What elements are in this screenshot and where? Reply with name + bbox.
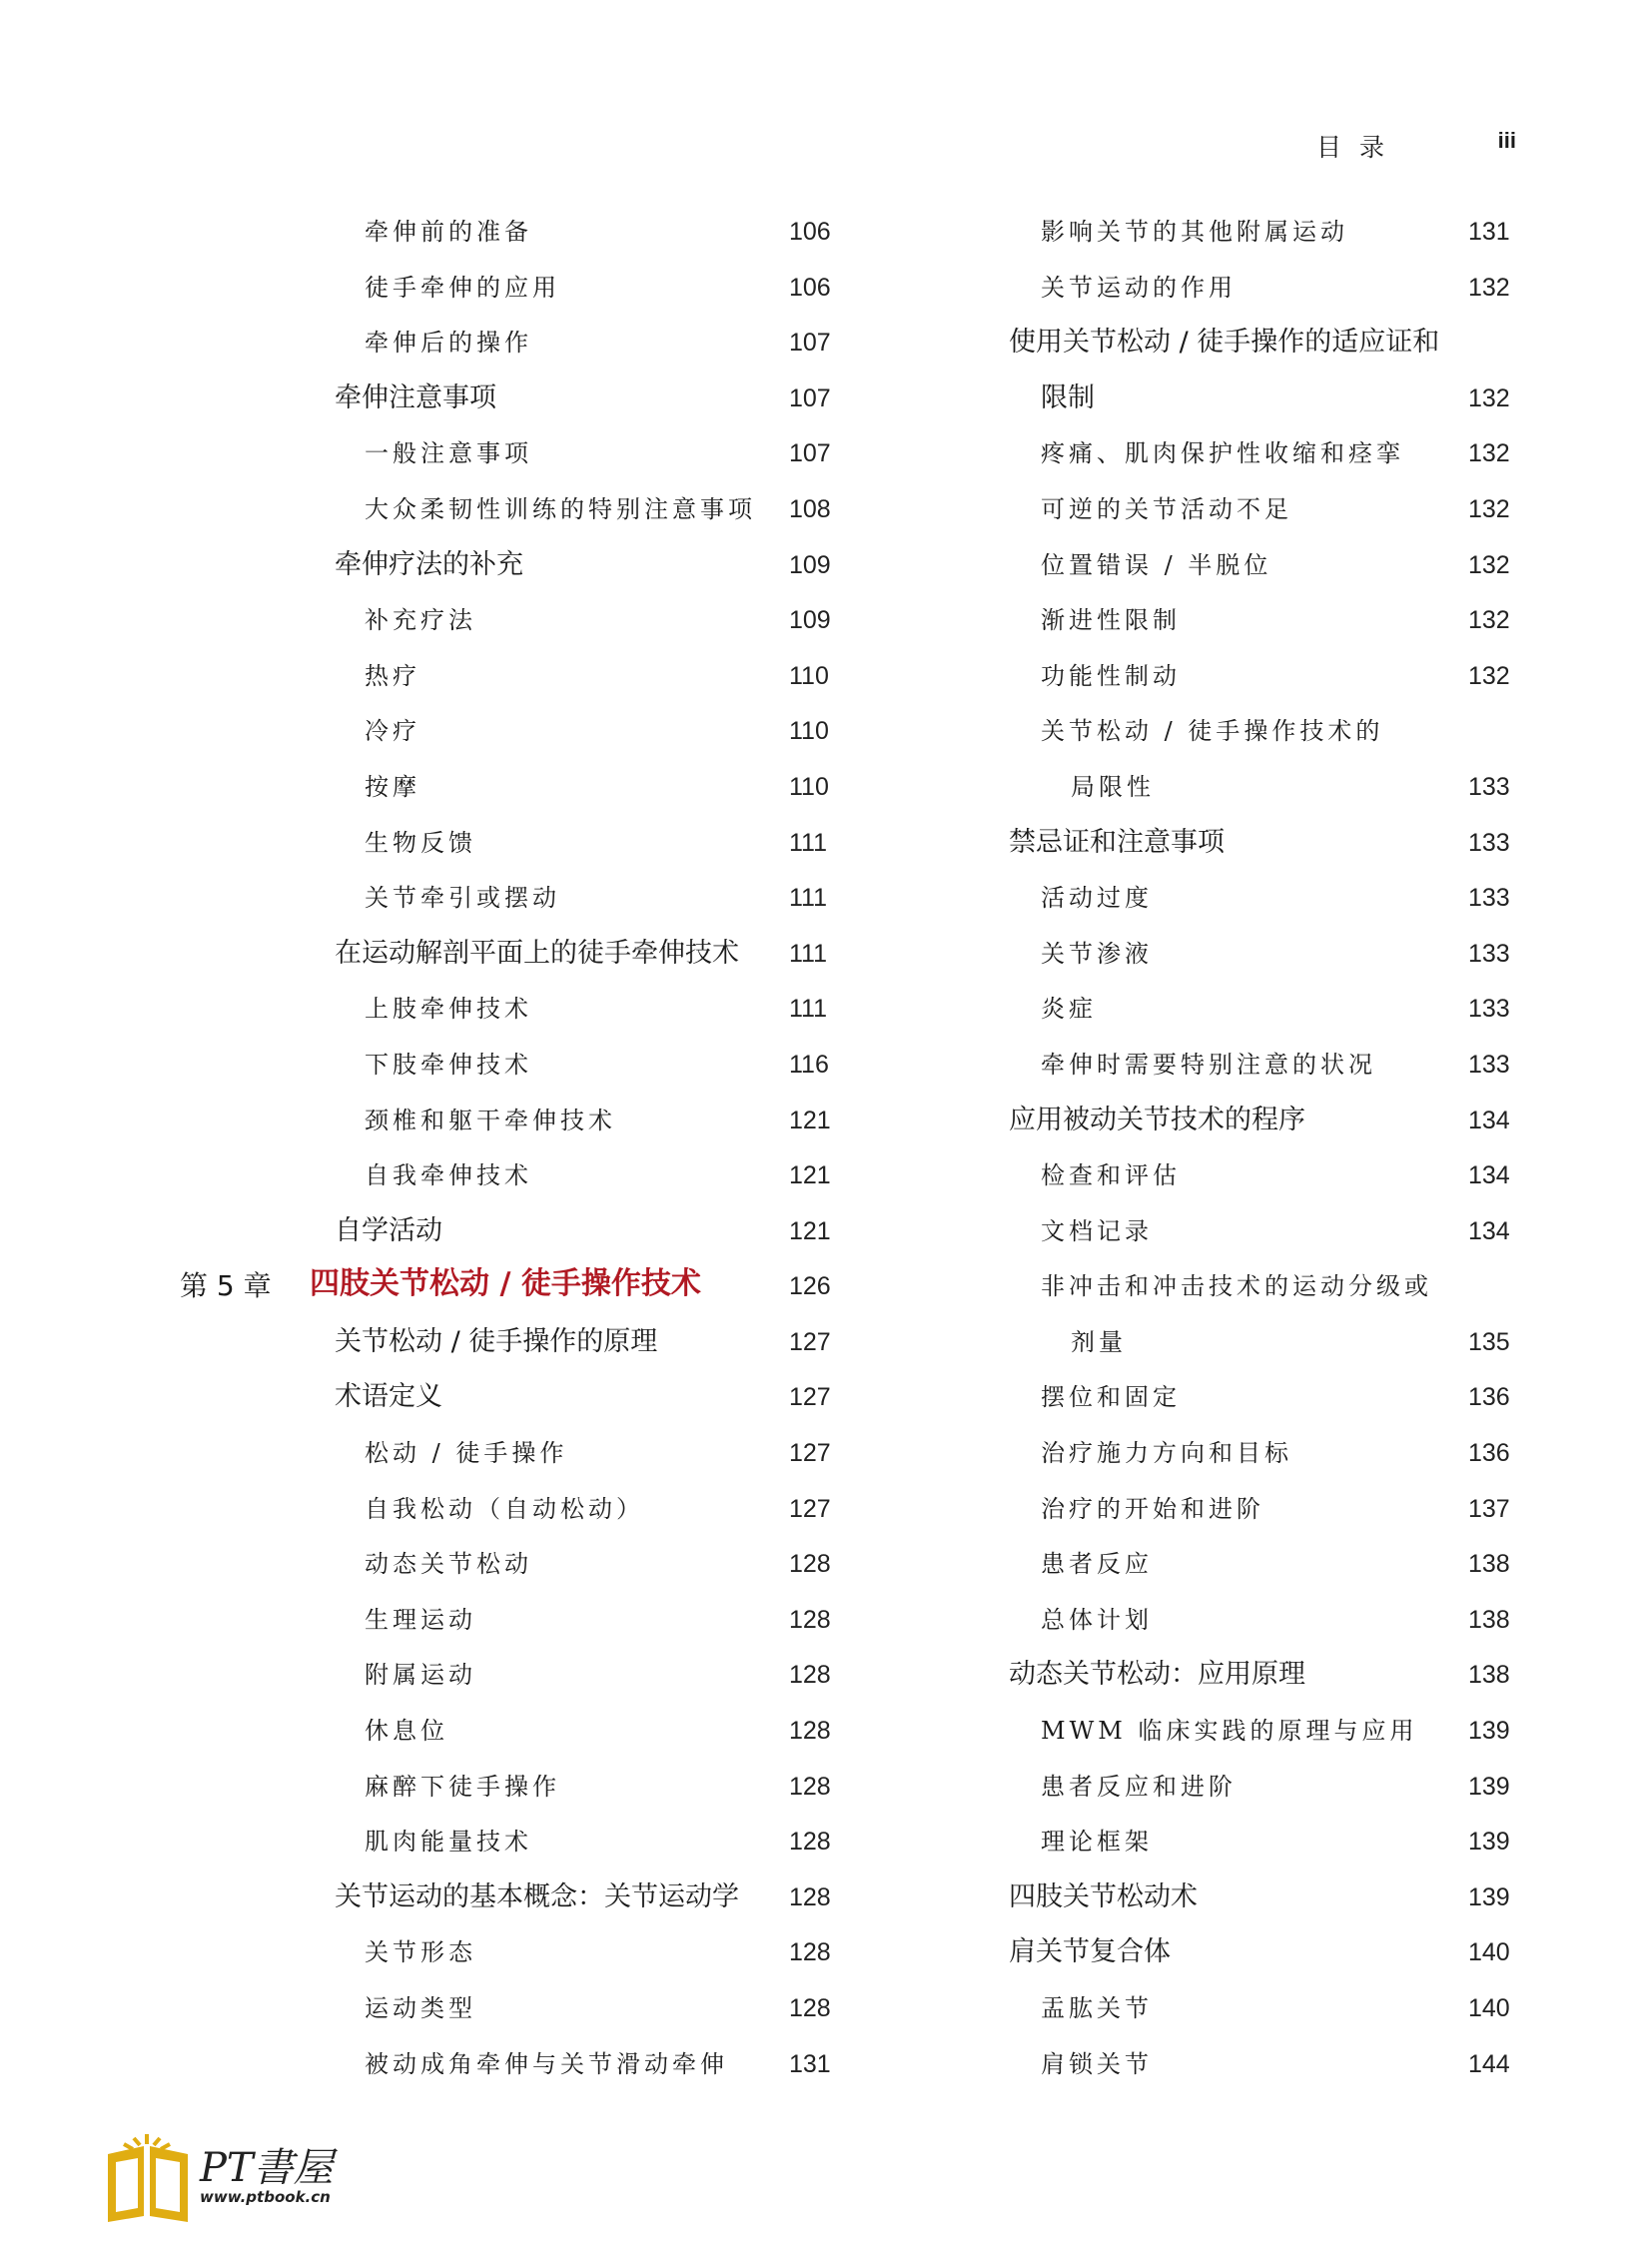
toc-entry-page: 110 (789, 661, 829, 690)
toc-entry-title: 术语定义 (335, 1381, 442, 1413)
toc-entry[interactable] (1009, 983, 1518, 1039)
toc-entry[interactable] (1009, 539, 1518, 595)
toc-entry-page: 127 (789, 1494, 831, 1523)
toc-entry-title: 关节运动的作用 (1041, 273, 1237, 302)
toc-entry-title: 渐进性限制 (1041, 606, 1181, 635)
toc-entry-page: 110 (789, 717, 829, 746)
toc-entry-page: 109 (789, 550, 831, 579)
toc-entry-page: 107 (789, 383, 831, 412)
toc-entry-title: 四肢关节松动术 (1009, 1880, 1198, 1912)
toc-entry-page: 133 (1468, 939, 1510, 968)
toc-entry-page: 116 (789, 1050, 829, 1079)
toc-entry[interactable] (1009, 1260, 1518, 1316)
toc-entry[interactable] (1009, 705, 1518, 761)
toc-entry-page: 138 (1468, 1550, 1510, 1579)
toc-entry-page: 128 (789, 1661, 831, 1690)
toc-entry[interactable] (1009, 872, 1518, 928)
toc-entry[interactable] (180, 817, 839, 873)
toc-entry[interactable] (180, 262, 839, 318)
toc-entry-title: 活动过度 (1041, 884, 1153, 913)
toc-entry-page: 128 (789, 1828, 831, 1857)
toc-entry-page: 132 (1468, 606, 1510, 635)
toc-entry-page: 128 (789, 1882, 831, 1911)
toc-entry-title: 治疗的开始和进阶 (1041, 1494, 1264, 1523)
toc-left-column (180, 206, 839, 2093)
toc-entry[interactable] (180, 1149, 839, 1205)
toc-entry-title: 剂量 (1071, 1327, 1127, 1356)
toc-entry-title: 按摩 (365, 772, 420, 801)
toc-entry-title: 生理运动 (365, 1605, 476, 1634)
toc-entry-title: 局限性 (1071, 772, 1155, 801)
toc-entry[interactable] (180, 373, 839, 428)
toc-entry-title: 动态关节松动：应用原理 (1009, 1659, 1305, 1691)
toc-entry[interactable] (180, 1705, 839, 1761)
toc-entry-title: 关节松动 / 徒手操作的原理 (335, 1325, 658, 1357)
toc-entry-page: 139 (1468, 1882, 1510, 1911)
toc-entry-title: 被动成角牵伸与关节滑动牵伸 (365, 2049, 728, 2078)
toc-entry[interactable] (180, 1260, 839, 1316)
toc-entry[interactable] (1009, 1816, 1518, 1871)
toc-entry-title: 摆位和固定 (1041, 1383, 1181, 1412)
toc-entry-page: 107 (789, 439, 831, 468)
toc-entry[interactable] (180, 317, 839, 373)
toc-entry-title: 动态关节松动 (365, 1550, 532, 1579)
toc-entry[interactable] (1009, 594, 1518, 650)
toc-entry-title: 肌肉能量技术 (365, 1828, 532, 1857)
toc-entry[interactable] (1009, 1095, 1518, 1150)
toc-entry-page: 140 (1468, 1994, 1510, 2022)
toc-entry-page: 139 (1468, 1828, 1510, 1857)
toc-entry[interactable] (1009, 1761, 1518, 1817)
toc-entry-page: 126 (789, 1272, 831, 1301)
toc-entry-page: 132 (1468, 661, 1510, 690)
toc-entry-title: 检查和评估 (1041, 1161, 1181, 1190)
toc-entry-title: 徒手牵伸的应用 (365, 273, 560, 302)
logo-text: PT書屋 (200, 2145, 334, 2191)
toc-entry-page: 106 (789, 218, 831, 246)
toc-entry-page: 134 (1468, 1161, 1510, 1190)
toc-entry[interactable] (1009, 928, 1518, 984)
toc-entry-page: 131 (789, 2049, 831, 2078)
toc-entry-title: 一般注意事项 (365, 439, 532, 468)
toc-entry[interactable] (1009, 1649, 1518, 1705)
toc-entry-page: 109 (789, 606, 831, 635)
header-title: 目录 (1316, 133, 1403, 162)
toc-entry-title: 禁忌证和注意事项 (1009, 826, 1225, 858)
running-header (1316, 128, 1516, 164)
toc-entry-page: 134 (1468, 1216, 1510, 1245)
toc-entry-title: 理论框架 (1041, 1828, 1153, 1857)
toc-entry-page: 132 (1468, 439, 1510, 468)
toc-entry[interactable] (180, 1926, 839, 1982)
toc-entry-page: 133 (1468, 828, 1510, 857)
toc-entry[interactable] (180, 1316, 839, 1372)
toc-entry-page: 131 (1468, 218, 1510, 246)
toc-entry-page: 128 (789, 1550, 831, 1579)
toc-entry-page: 121 (789, 1216, 831, 1245)
toc-entry[interactable] (1009, 817, 1518, 873)
toc-entry-title: 关节牵引或摆动 (365, 884, 560, 913)
toc-entry-page: 121 (789, 1106, 831, 1134)
toc-entry[interactable] (1009, 1316, 1518, 1372)
toc-entry-page: 111 (789, 828, 828, 857)
toc-right-column (1009, 206, 1518, 2093)
toc-entry-title: 患者反应 (1041, 1550, 1153, 1579)
toc-entry-title: 疼痛、肌肉保护性收缩和痉挛 (1041, 439, 1404, 468)
toc-entry-page: 133 (1468, 1050, 1510, 1079)
toc-entry-page: 138 (1468, 1605, 1510, 1634)
toc-entry[interactable] (180, 539, 839, 595)
toc-entry-title: 牵伸前的准备 (365, 218, 532, 246)
toc-entry[interactable] (1009, 427, 1518, 483)
toc-entry-page: 133 (1468, 772, 1510, 801)
toc-entry-page: 128 (789, 1772, 831, 1801)
toc-entry-title: 关节形态 (365, 1938, 476, 1967)
toc-entry-page: 107 (789, 329, 831, 358)
chapter-title: 四肢关节松动 / 徒手操作技术 (310, 1266, 701, 1302)
toc-entry-page: 133 (1468, 884, 1510, 913)
toc-entry[interactable] (1009, 761, 1518, 817)
toc-entry-title: 总体计划 (1041, 1605, 1153, 1634)
toc-entry[interactable] (180, 928, 839, 984)
toc-entry-title: 大众柔韧性训练的特别注意事项 (365, 494, 756, 523)
toc-entry-title: 麻醉下徒手操作 (365, 1772, 560, 1801)
toc-entry[interactable] (1009, 206, 1518, 262)
toc-entry[interactable] (1009, 1039, 1518, 1095)
toc-entry-title: 功能性制动 (1041, 661, 1181, 690)
toc-entry-title: 牵伸后的操作 (365, 329, 532, 358)
toc-entry[interactable] (1009, 1205, 1518, 1261)
toc-entry-title: 牵伸疗法的补充 (335, 548, 523, 580)
toc-entry-title: 关节渗液 (1041, 939, 1153, 968)
toc-entry-title: 补充疗法 (365, 606, 476, 635)
toc-entry-title: 下肢牵伸技术 (365, 1050, 532, 1079)
toc-entry-title: 热疗 (365, 661, 420, 690)
toc-entry-title: 位置错误 / 半脱位 (1041, 550, 1272, 579)
logo-url: www.ptbook.cn (200, 2188, 331, 2206)
toc-entry-title: 盂肱关节 (1041, 1994, 1153, 2022)
toc-entry-page: 128 (789, 1938, 831, 1967)
toc-entry-title: 运动类型 (365, 1994, 476, 2022)
toc-entry[interactable] (180, 1095, 839, 1150)
toc-entry[interactable] (180, 1538, 839, 1594)
toc-entry-title: 应用被动关节技术的程序 (1009, 1104, 1305, 1135)
chapter-number: 第 5 章 (180, 1269, 272, 1303)
toc-entry[interactable] (1009, 1926, 1518, 1982)
header-page-number: iii (1497, 128, 1516, 153)
toc-entry-title: 颈椎和躯干牵伸技术 (365, 1106, 616, 1134)
toc-entry-title: 关节运动的基本概念：关节运动学 (335, 1880, 739, 1912)
toc-entry[interactable] (1009, 1594, 1518, 1650)
toc-entry[interactable] (180, 2038, 839, 2094)
toc-entry[interactable] (180, 1649, 839, 1705)
toc-entry-title: 牵伸注意事项 (335, 381, 496, 413)
toc-entry[interactable] (180, 1761, 839, 1817)
toc-entry[interactable] (1009, 1371, 1518, 1427)
toc-entry-page: 128 (789, 1605, 831, 1634)
toc-entry[interactable] (1009, 1149, 1518, 1205)
toc-entry[interactable] (1009, 1982, 1518, 2038)
toc-entry-page: 134 (1468, 1106, 1510, 1134)
toc-entry-title: 生物反馈 (365, 828, 476, 857)
toc-entry[interactable] (180, 594, 839, 650)
toc-entry-page: 132 (1468, 383, 1510, 412)
toc-entry-page: 111 (789, 939, 828, 968)
toc-entry[interactable] (1009, 317, 1518, 373)
toc-entry-page: 127 (789, 1383, 831, 1412)
toc-entry-page: 132 (1468, 273, 1510, 302)
toc-entry[interactable] (180, 1427, 839, 1483)
toc-entry[interactable] (180, 705, 839, 761)
toc-entry[interactable] (1009, 1427, 1518, 1483)
toc-entry-title: 炎症 (1041, 995, 1097, 1024)
toc-entry[interactable] (180, 761, 839, 817)
toc-entry-page: 136 (1468, 1383, 1510, 1412)
toc-entry-title: 休息位 (365, 1717, 448, 1746)
toc-entry[interactable] (180, 1371, 839, 1427)
toc-entry-title: 可逆的关节活动不足 (1041, 494, 1292, 523)
toc-entry-title: 治疗施力方向和目标 (1041, 1439, 1292, 1468)
toc-entry[interactable] (180, 1816, 839, 1871)
toc-entry-title: 上肢牵伸技术 (365, 995, 532, 1024)
toc-entry[interactable] (1009, 2038, 1518, 2094)
toc-entry-page: 127 (789, 1327, 831, 1356)
toc-entry-title: 影响关节的其他附属运动 (1041, 218, 1348, 246)
toc-entry[interactable] (1009, 1538, 1518, 1594)
toc-entry-page: 144 (1468, 2049, 1510, 2078)
toc-entry-page: 111 (789, 884, 828, 913)
toc-entry-title: MWM 临床实践的原理与应用 (1041, 1717, 1418, 1746)
toc-entry-page: 140 (1468, 1938, 1510, 1967)
toc-entry-title: 文档记录 (1041, 1216, 1153, 1245)
toc-entry[interactable] (180, 483, 839, 539)
toc-entry-page: 111 (789, 995, 828, 1024)
toc-entry[interactable] (1009, 262, 1518, 318)
toc-entry[interactable] (180, 1982, 839, 2038)
book-logo-icon (100, 2132, 195, 2222)
toc-entry-page: 139 (1468, 1717, 1510, 1746)
toc-entry-title: 限制 (1041, 381, 1095, 413)
toc-entry-title: 患者反应和进阶 (1041, 1772, 1237, 1801)
toc-entry-title: 自学活动 (335, 1214, 442, 1246)
toc-entry[interactable] (180, 1205, 839, 1261)
ptbook-logo (100, 2132, 380, 2222)
toc-entry-page: 139 (1468, 1772, 1510, 1801)
toc-entry[interactable] (180, 872, 839, 928)
toc-entry-page: 138 (1468, 1661, 1510, 1690)
toc-entry-page: 127 (789, 1439, 831, 1468)
toc-entry-title: 肩关节复合体 (1009, 1936, 1171, 1968)
toc-entry-page: 137 (1468, 1494, 1510, 1523)
toc-entry[interactable] (1009, 483, 1518, 539)
toc-entry-page: 108 (789, 494, 831, 523)
toc-entry-page: 121 (789, 1161, 831, 1190)
toc-entry-page: 132 (1468, 550, 1510, 579)
toc-entry[interactable] (1009, 373, 1518, 428)
toc-entry-page: 132 (1468, 494, 1510, 523)
toc-entry[interactable] (180, 1039, 839, 1095)
toc-entry-title: 肩锁关节 (1041, 2049, 1153, 2078)
toc-entry[interactable] (1009, 1483, 1518, 1539)
toc-entry-title: 使用关节松动 / 徒手操作的适应证和 (1009, 327, 1440, 359)
toc-entry[interactable] (1009, 650, 1518, 706)
toc-entry[interactable] (1009, 1705, 1518, 1761)
toc-entry-title: 附属运动 (365, 1661, 476, 1690)
toc-entry-title: 松动 / 徒手操作 (365, 1439, 568, 1468)
toc-entry-page: 128 (789, 1717, 831, 1746)
toc-entry-page: 136 (1468, 1439, 1510, 1468)
toc-entry-title: 关节松动 / 徒手操作技术的 (1041, 717, 1384, 746)
toc-entry-page: 110 (789, 772, 829, 801)
toc-entry-title: 自我牵伸技术 (365, 1161, 532, 1190)
toc-entry-title: 自我松动（自动松动） (365, 1494, 644, 1523)
toc-entry-title: 冷疗 (365, 717, 420, 746)
toc-entry-title: 在运动解剖平面上的徒手牵伸技术 (335, 937, 739, 969)
toc-entry-page: 128 (789, 1994, 831, 2022)
toc-entry-page: 135 (1468, 1327, 1510, 1356)
toc-entry[interactable] (1009, 1871, 1518, 1927)
toc-entry[interactable] (180, 427, 839, 483)
toc-entry-title: 牵伸时需要特别注意的状况 (1041, 1050, 1376, 1079)
toc-entry[interactable] (180, 1871, 839, 1927)
toc-entry[interactable] (180, 1594, 839, 1650)
toc-entry-page: 133 (1468, 995, 1510, 1024)
toc-entry[interactable] (180, 1483, 839, 1539)
toc-entry-page: 106 (789, 273, 831, 302)
toc-entry[interactable] (180, 650, 839, 706)
toc-entry[interactable] (180, 983, 839, 1039)
toc-entry-title: 非冲击和冲击技术的运动分级或 (1041, 1272, 1432, 1301)
toc-entry[interactable] (180, 206, 839, 262)
